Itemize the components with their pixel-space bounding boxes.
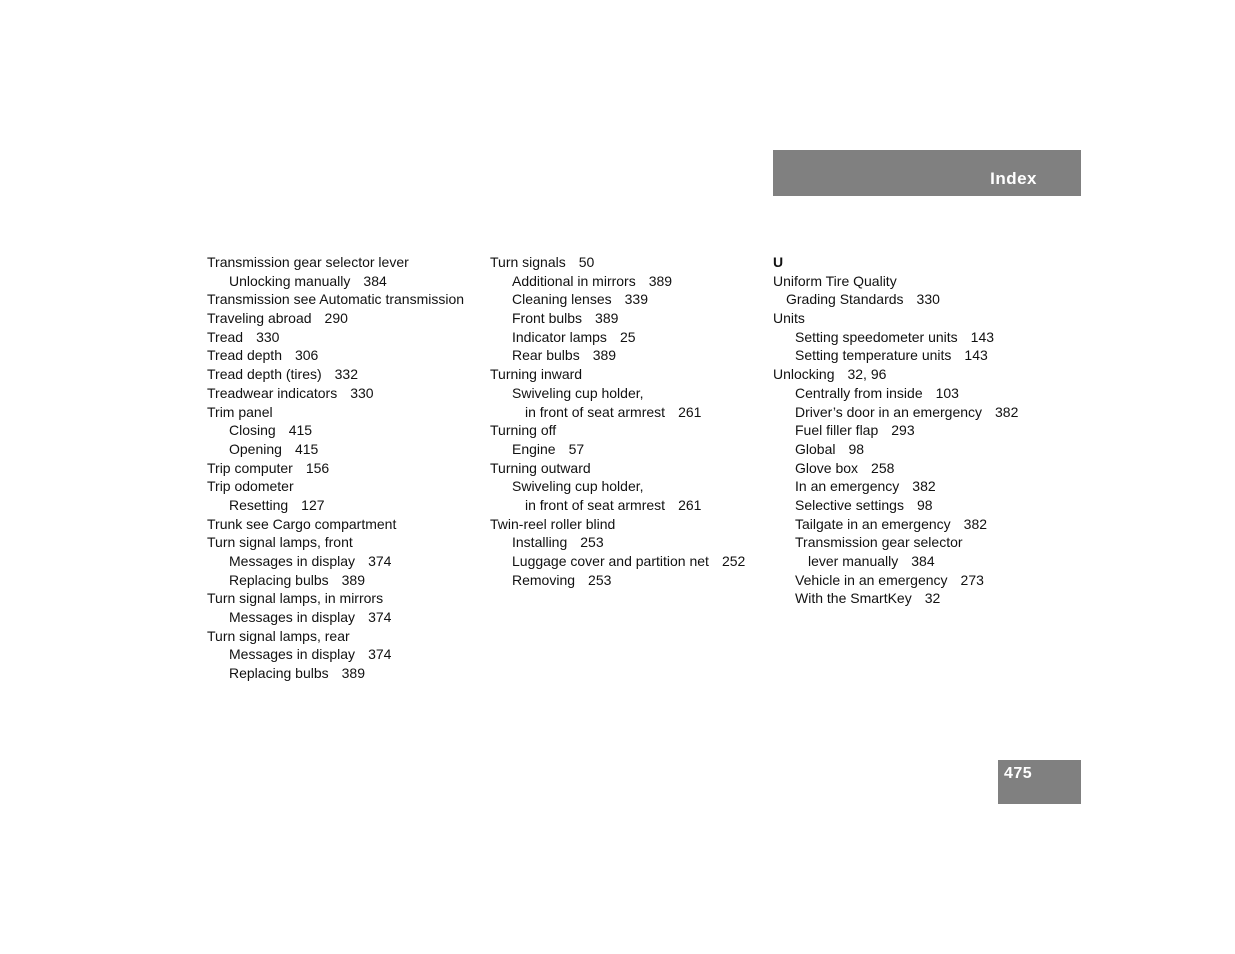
index-entry bbox=[490, 515, 765, 534]
index-entry-term: With the SmartKey bbox=[795, 590, 912, 607]
index-entry-term: Setting speedometer units bbox=[795, 328, 958, 345]
index-entry bbox=[207, 365, 482, 384]
index-entry-term: Tread depth (tires) bbox=[207, 366, 322, 383]
index-entry-page: 143 bbox=[970, 328, 995, 345]
index-entry bbox=[207, 608, 482, 627]
index-entry bbox=[207, 533, 482, 552]
index-entry-page: 374 bbox=[368, 646, 392, 663]
index-entry-term: Treadwear indicators bbox=[207, 384, 338, 401]
index-entry-term: Global bbox=[795, 440, 836, 457]
index-entry bbox=[207, 253, 482, 272]
section-title: Index bbox=[990, 169, 1037, 188]
index-entry bbox=[207, 272, 482, 291]
index-entry-term: Trip computer bbox=[207, 459, 293, 476]
index-entry-term: Unlocking bbox=[773, 366, 835, 383]
index-entry-page: 382 bbox=[912, 478, 936, 495]
index-entry bbox=[207, 571, 482, 590]
index-entry-term: Swiveling cup holder, bbox=[512, 478, 644, 495]
index-entry-term: Cleaning lenses bbox=[512, 291, 612, 308]
index-entry-page: 339 bbox=[624, 291, 648, 308]
index-entry-page: 253 bbox=[580, 534, 604, 551]
index-entry bbox=[773, 309, 1048, 328]
index-entry bbox=[207, 384, 482, 403]
index-entry-term: Turn signal lamps, front bbox=[207, 534, 353, 551]
index-entry bbox=[207, 664, 482, 683]
index-entry bbox=[207, 309, 482, 328]
page-number: 475 bbox=[1004, 765, 1033, 782]
index-entry-term: in front of seat armrest bbox=[525, 403, 666, 420]
index-entry-page: 330 bbox=[916, 291, 940, 308]
index-entry bbox=[207, 328, 482, 347]
index-entry-page: 374 bbox=[368, 553, 392, 569]
index-entry bbox=[490, 571, 765, 590]
index-entry bbox=[207, 290, 482, 309]
index-entry-term: Unlocking manually bbox=[229, 272, 351, 289]
index-entry bbox=[490, 309, 765, 328]
index-entry-term: Transmission gear selector lever bbox=[207, 254, 409, 270]
index-entry-term: Centrally from inside bbox=[795, 384, 923, 401]
index-entry bbox=[773, 421, 1048, 440]
index-entry-term: Turning inward bbox=[490, 366, 583, 383]
index-entry bbox=[773, 552, 1048, 571]
index-entry-page: 261 bbox=[678, 496, 702, 513]
index-entry-page: 415 bbox=[288, 422, 313, 439]
index-entry bbox=[490, 496, 765, 515]
index-entry-term: Engine bbox=[512, 440, 556, 457]
index-entry bbox=[490, 533, 765, 552]
index-entry-page: 50 bbox=[578, 254, 595, 270]
index-entry-term: In an emergency bbox=[795, 478, 900, 495]
index-entry-term: Trip odometer bbox=[207, 478, 294, 495]
index-entry-page: 98 bbox=[916, 496, 933, 513]
index-entry-term: Tailgate in an emergency bbox=[795, 515, 951, 532]
index-column-3 bbox=[773, 253, 1048, 608]
index-entry-page: 332 bbox=[334, 366, 358, 383]
index-entry-term: Messages in display bbox=[229, 609, 356, 626]
index-entry-term: Glove box bbox=[795, 459, 859, 476]
index-entry bbox=[490, 421, 765, 440]
index-entry bbox=[207, 421, 482, 440]
index-entry-term: Turning off bbox=[490, 422, 557, 439]
index-column-1 bbox=[207, 253, 482, 683]
index-entry bbox=[490, 272, 765, 291]
index-entry-term: Turn signal lamps, rear bbox=[207, 627, 350, 644]
index-entry-term: Turning outward bbox=[490, 459, 591, 476]
index-entry-term: Messages in display bbox=[229, 646, 356, 663]
index-entry-term: Turn signal lamps, in mirrors bbox=[207, 590, 384, 607]
index-entry-term: Luggage cover and partition net bbox=[512, 553, 709, 569]
index-entry-page: 389 bbox=[341, 571, 365, 588]
index-entry-page: 389 bbox=[592, 347, 617, 364]
index-entry-term: Selective settings bbox=[795, 496, 904, 513]
index-entry bbox=[207, 589, 482, 608]
index-entry-term: Traveling abroad bbox=[207, 310, 312, 327]
index-entry-page: 261 bbox=[678, 403, 702, 420]
index-entry-page: 330 bbox=[256, 328, 280, 345]
index-entry-term: Setting temperature units bbox=[795, 347, 952, 364]
index-entry-page: 98 bbox=[848, 440, 865, 457]
index-entry-term: Grading Standards bbox=[786, 291, 904, 308]
index-entry-term: Transmission see Automatic transmission bbox=[207, 291, 465, 308]
index-entry-term: Closing bbox=[229, 422, 276, 439]
index-entry-page: 57 bbox=[568, 440, 585, 457]
index-entry-page: 374 bbox=[368, 609, 392, 626]
index-entry-term: Front bulbs bbox=[512, 310, 583, 327]
index-entry-page: 127 bbox=[301, 496, 325, 513]
index-entry bbox=[773, 589, 1048, 608]
index-entry bbox=[207, 346, 482, 365]
index-entry bbox=[773, 403, 1048, 422]
index-entry bbox=[207, 627, 482, 646]
index-entry-page: 330 bbox=[350, 384, 374, 401]
index-entry-term: Messages in display bbox=[229, 553, 356, 569]
index-entry bbox=[207, 459, 482, 478]
index-entry-term: Uniform Tire Quality bbox=[773, 272, 897, 289]
index-entry-term: Transmission gear selector bbox=[795, 534, 963, 551]
index-entry-page: 156 bbox=[305, 459, 330, 476]
index-entry-term: Tread depth bbox=[207, 347, 282, 364]
index-entry bbox=[490, 459, 765, 478]
index-entry bbox=[207, 440, 482, 459]
index-entry-term: Units bbox=[773, 310, 805, 327]
index-entry-page: 389 bbox=[595, 310, 619, 327]
index-entry-term: Driver’s door in an emergency bbox=[795, 403, 983, 420]
index-entry bbox=[207, 645, 482, 664]
index-entry-page: 382 bbox=[963, 515, 988, 532]
index-entry bbox=[773, 477, 1048, 496]
index-entry-term: lever manually bbox=[808, 553, 899, 569]
index-entry-term: Vehicle in an emergency bbox=[795, 571, 948, 588]
index-entry bbox=[773, 571, 1048, 590]
index-letter-heading bbox=[773, 253, 1048, 272]
index-entry bbox=[773, 496, 1048, 515]
index-entry-page: 32 bbox=[924, 590, 941, 607]
index-entry bbox=[773, 290, 1048, 309]
index-entry-page: 32, 96 bbox=[847, 366, 887, 383]
index-entry bbox=[773, 459, 1048, 478]
index-entry-page: 389 bbox=[341, 665, 365, 682]
index-entry-term: Additional in mirrors bbox=[512, 272, 636, 289]
index-entry bbox=[490, 384, 765, 403]
index-entry bbox=[490, 328, 765, 347]
index-column-2 bbox=[490, 253, 765, 589]
index-entry-term: in front of seat armrest bbox=[525, 496, 666, 513]
index-entry bbox=[490, 552, 765, 571]
index-entry bbox=[773, 533, 1048, 552]
index-entry bbox=[490, 477, 765, 496]
index-entry bbox=[207, 515, 482, 534]
index-entry bbox=[490, 440, 765, 459]
index-entry-term: Rear bulbs bbox=[512, 347, 580, 364]
index-entry bbox=[773, 440, 1048, 459]
index-entry-term: Removing bbox=[512, 571, 576, 588]
index-entry bbox=[773, 328, 1048, 347]
index-entry bbox=[490, 346, 765, 365]
index-entry bbox=[773, 515, 1048, 534]
index-entry-page: 306 bbox=[294, 347, 319, 364]
index-entry bbox=[773, 365, 1048, 384]
index-entry-page: 389 bbox=[648, 272, 673, 289]
page-number-box bbox=[998, 760, 1081, 804]
section-header-bar bbox=[773, 150, 1081, 196]
index-entry bbox=[207, 552, 482, 571]
index-entry bbox=[490, 403, 765, 422]
index-entry-page: 384 bbox=[363, 272, 387, 289]
index-entry-term: Replacing bulbs bbox=[229, 571, 329, 588]
index-entry-term: Turn signals bbox=[490, 254, 566, 270]
index-entry bbox=[490, 290, 765, 309]
index-entry-page: 384 bbox=[911, 553, 935, 569]
index-entry bbox=[773, 346, 1048, 365]
index-entry-term: Tread bbox=[207, 328, 244, 345]
index-entry-term: Trim panel bbox=[207, 403, 273, 420]
index-entry-page: 258 bbox=[871, 459, 895, 476]
index-entry-page: 143 bbox=[964, 347, 988, 364]
index-entry-term: Opening bbox=[229, 440, 282, 457]
index-entry-term: Fuel filler flap bbox=[795, 422, 879, 439]
index-entry-page: 252 bbox=[721, 553, 746, 569]
index-entry-page: 382 bbox=[995, 403, 1019, 420]
index-entry-term: Replacing bulbs bbox=[229, 665, 329, 682]
index-entry-term: Twin-reel roller blind bbox=[490, 515, 616, 532]
index-entry bbox=[490, 253, 765, 272]
index-entry-term: Installing bbox=[512, 534, 568, 551]
index-entry bbox=[207, 403, 482, 422]
index-entry-page: 253 bbox=[588, 571, 612, 588]
index-entry-page: 290 bbox=[324, 310, 348, 327]
index-entry bbox=[490, 365, 765, 384]
index-entry-term: U bbox=[773, 254, 784, 270]
index-entry-term: Swiveling cup holder, bbox=[512, 384, 644, 401]
index-entry-page: 25 bbox=[619, 328, 636, 345]
index-entry bbox=[773, 272, 1048, 291]
index-entry-page: 273 bbox=[960, 571, 984, 588]
index-entry-term: Resetting bbox=[229, 496, 289, 513]
index-entry-page: 293 bbox=[891, 422, 915, 439]
index-entry bbox=[207, 496, 482, 515]
index-entry-term: Trunk see Cargo compartment bbox=[207, 515, 397, 532]
index-entry-term: Indicator lamps bbox=[512, 328, 607, 345]
index-entry bbox=[207, 477, 482, 496]
index-entry-page: 103 bbox=[935, 384, 959, 401]
index-entry bbox=[773, 384, 1048, 403]
index-entry-page: 415 bbox=[294, 440, 319, 457]
